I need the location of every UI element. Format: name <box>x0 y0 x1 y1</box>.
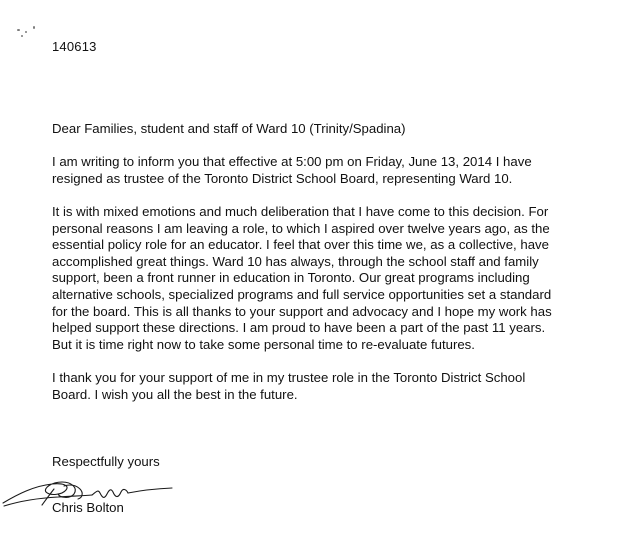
scan-artifact <box>33 26 35 29</box>
letter-body <box>52 121 592 420</box>
paragraph-thanks: I thank you for your support of me in my trustee role in the Toronto District School Board. I wish you all the best in the future. <box>52 369 526 402</box>
paragraph-resignation: I am writing to inform you that effective at 5:00 pm on Friday, June 13, 2014 I have resigned as trustee of the Toronto District School Board, representing Ward 10. <box>52 154 532 186</box>
salutation: Dear Families, student and staff of Ward 10 (Trinity/Spadina) <box>52 121 406 136</box>
scan-artifact <box>25 31 27 33</box>
scan-artifact <box>21 35 23 37</box>
scan-artifact <box>17 29 20 31</box>
paragraph-reflection: It is with mixed emotions and much deliberation that I have come to this decision. For personal reasons I am leaving a role, to which I aspired over twelve years ago, as the essential policy role for an educator. I feel that over this time we, as a collective, have accomplished great things. Ward 10 has always, through the school staff and family support, been a front runner in education in Toronto. Our great programs including alternative schools, specialized programs and full service opportunities set a standard for the board. This is all thanks to your support and advocacy and I hope my work has helped support these directions. I am proud to have been a part of the past 11 years. But it is time right now to take some personal time to re-evaluate futures. <box>52 203 552 352</box>
document-reference: 140613 <box>52 39 97 54</box>
signer-name: Chris Bolton <box>52 500 124 515</box>
closing-line: Respectfully yours <box>52 454 160 469</box>
